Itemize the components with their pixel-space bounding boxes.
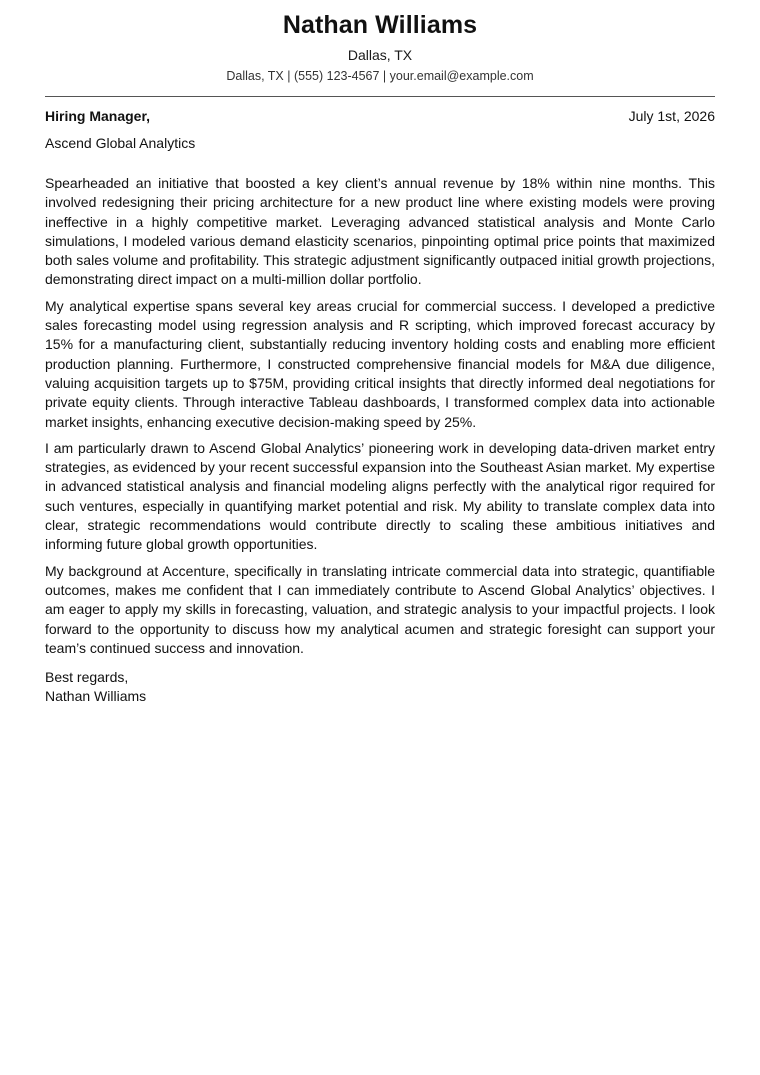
letter-body: [45, 174, 715, 658]
salutation-date-row: [45, 107, 715, 125]
body-paragraph: I am particularly drawn to Ascend Global Analytics’ pioneering work in developing data-driven market entry strategies, as evidenced by your recent successful expansion into the Southeast Asian market. My expertise in advanced statistical analysis and financial modeling aligns perfectly with the analytical rigor required for such ventures, especially in quantifying market potential and risk. My ability to translate complex data into clear, strategic recommendations would contribute directly to scaling these ambitious initiatives and informing future global growth opportunities.: [45, 439, 715, 553]
signature-name: Nathan Williams: [45, 688, 147, 705]
salutation: Hiring Manager,: [45, 108, 151, 124]
body-paragraph: My background at Accenture, specifically in translating intricate commercial data into strategic, quantifiable outcomes, makes me confident that I can immediately contribute to Ascend Global Analytics’ objectives. I am eager to apply my skills in forecasting, valuation, and strategic analysis to your impactful projects. I look forward to the opportunity to discuss how my analytical acumen and strategic foresight can support your team’s continued success and innovation.: [45, 562, 715, 656]
header-divider: [45, 96, 715, 97]
body-paragraph: Spearheaded an initiative that boosted a key client’s annual revenue by 18% within nine months. This involved redesigning their pricing architecture for a new product line where existing models were proving ineffective in a highly competitive market. Leveraging advanced statistical analysis and Monte Carlo simulations, I modeled various demand elasticity scenarios, pinpointing optimal price points that maximized both sales volume and profitability. This strategic adjustment significantly outpaced initial growth projections, demonstrating direct impact on a multi-million dollar portfolio.: [45, 175, 715, 288]
applicant-contact-line: Dallas, TX | (555) 123-4567 | your.email@example.com: [226, 69, 534, 83]
letter-header: [45, 0, 715, 84]
letter-closing: [45, 668, 715, 707]
closing-phrase: Best regards,: [45, 669, 129, 686]
applicant-location: Dallas, TX: [347, 47, 413, 63]
letter-date: July 1st, 2026: [628, 108, 715, 124]
recipient-company: Ascend Global Analytics: [45, 135, 196, 151]
body-paragraph: My analytical expertise spans several key areas crucial for commercial success. I developed a predictive sales forecasting model using regression analysis and R scripting, which improved forecast accuracy by 15% for a manufacturing client, substantially reducing inventory holding costs and enabling more efficient production planning. Furthermore, I constructed comprehensive financial models for M&A due diligence, valuing acquisition targets up to $75M, providing critical insights that directly informed deal negotiations for private equity clients. Through interactive Tableau dashboards, I transformed complex data into actionable market insights, enhancing executive decision-making speed by 25%.: [45, 297, 715, 430]
applicant-name: Nathan Williams: [282, 11, 478, 39]
